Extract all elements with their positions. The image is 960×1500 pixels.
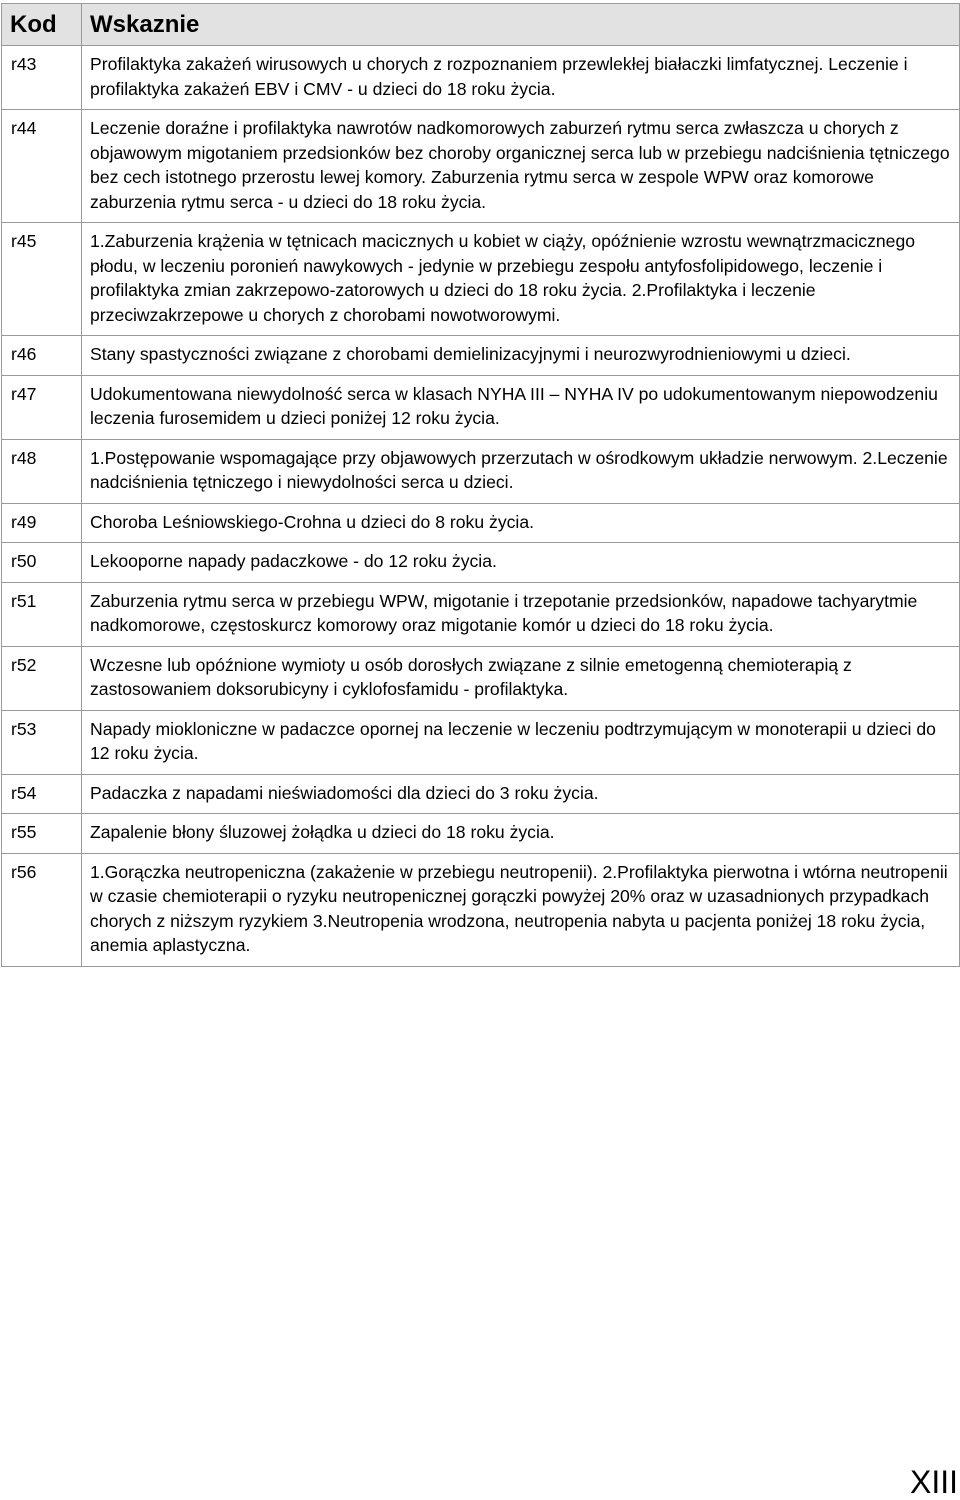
row-code: r45 [2,223,82,336]
table-header-row [2,4,960,46]
row-code: r49 [2,503,82,543]
row-code: r52 [2,646,82,710]
table-row [2,710,960,774]
row-indication: 1.Zaburzenia krążenia w tętnicach macicznych u kobiet w ciąży, opóźnienie wzrostu wewnątrzmacicznego płodu, w leczeniu poronień nawykowych - jedynie w przebiegu zespołu antyfosfolipidowego, leczenie i profilaktyka zmian zakrzepowo-zatorowych u dzieci do 18 roku życia. 2.Profilaktyka i leczenie przeciwzakrzepowe u chorych z chorobami nowotworowymi. [82,223,960,336]
header-indication: Wskaznie [82,4,960,46]
table-row [2,503,960,543]
row-code: r54 [2,774,82,814]
indications-table [1,3,960,967]
header-code: Kod [2,4,82,46]
row-indication: Zaburzenia rytmu serca w przebiegu WPW, migotanie i trzepotanie przedsionków, napadowe tachyarytmie nadkomorowe, częstoskurcz komorowy oraz migotanie komór u dzieci do 18 roku życia. [82,582,960,646]
row-indication: Lekooporne napady padaczkowe - do 12 roku życia. [82,543,960,583]
row-code: r48 [2,439,82,503]
row-indication: Profilaktyka zakażeń wirusowych u chorych z rozpoznaniem przewlekłej białaczki limfatycznej. Leczenie i profilaktyka zakażeń EBV i CMV - u dzieci do 18 roku życia. [82,46,960,110]
table-row [2,336,960,376]
row-indication: Wczesne lub opóźnione wymioty u osób dorosłych związane z silnie emetogenną chemioterapią z zastosowaniem doksorubicyny i cyklofosfamidu - profilaktyka. [82,646,960,710]
row-indication: 1.Postępowanie wspomagające przy objawowych przerzutach w ośrodkowym układzie nerwowym. 2.Leczenie nadciśnienia tętniczego i niewydolności serca u dzieci. [82,439,960,503]
row-code: r56 [2,853,82,966]
table-row [2,223,960,336]
row-code: r51 [2,582,82,646]
row-indication: Padaczka z napadami nieświadomości dla dzieci do 3 roku życia. [82,774,960,814]
table-row [2,439,960,503]
row-indication: Udokumentowana niewydolność serca w klasach NYHA III – NYHA IV po udokumentowanym niepowodzeniu leczenia furosemidem u dzieci poniżej 12 roku życia. [82,375,960,439]
page-number: XIII [909,1464,958,1500]
table-row [2,582,960,646]
table-row [2,853,960,966]
table-row [2,774,960,814]
row-indication: Choroba Leśniowskiego-Crohna u dzieci do 8 roku życia. [82,503,960,543]
table-row [2,110,960,223]
row-code: r50 [2,543,82,583]
table-row [2,375,960,439]
row-indication: 1.Gorączka neutropeniczna (zakażenie w przebiegu neutropenii). 2.Profilaktyka pierwotna i wtórna neutropenii w czasie chemioterapii o ryzyku neutropenicznej gorączki powyżej 20% oraz w uzasadnionych przypadkach chorych z niższym ryzykiem 3.Neutropenia wrodzona, neutropenia nabyta u pacjenta poniżej 18 roku życia, anemia aplastyczna. [82,853,960,966]
row-code: r46 [2,336,82,376]
row-indication: Leczenie doraźne i profilaktyka nawrotów nadkomorowych zaburzeń rytmu serca zwłaszcza u chorych z objawowym migotaniem przedsionków bez choroby organicznej serca lub w przebiegu nadciśnienia tętniczego bez cech istotnego przerostu lewej komory. Zaburzenia rytmu serca w zespole WPW oraz komorowe zaburzenia rytmu serca - u dzieci do 18 roku życia. [82,110,960,223]
row-indication: Stany spastyczności związane z chorobami demielinizacyjnymi i neurozwyrodnieniowymi u dzieci. [82,336,960,376]
row-indication: Zapalenie błony śluzowej żołądka u dzieci do 18 roku życia. [82,814,960,854]
row-code: r53 [2,710,82,774]
row-indication: Napady miokloniczne w padaczce opornej na leczenie w leczeniu podtrzymującym w monoterapii u dzieci do 12 roku życia. [82,710,960,774]
table-row [2,543,960,583]
table-row [2,46,960,110]
row-code: r44 [2,110,82,223]
table-row [2,646,960,710]
row-code: r43 [2,46,82,110]
table-row [2,814,960,854]
row-code: r47 [2,375,82,439]
row-code: r55 [2,814,82,854]
